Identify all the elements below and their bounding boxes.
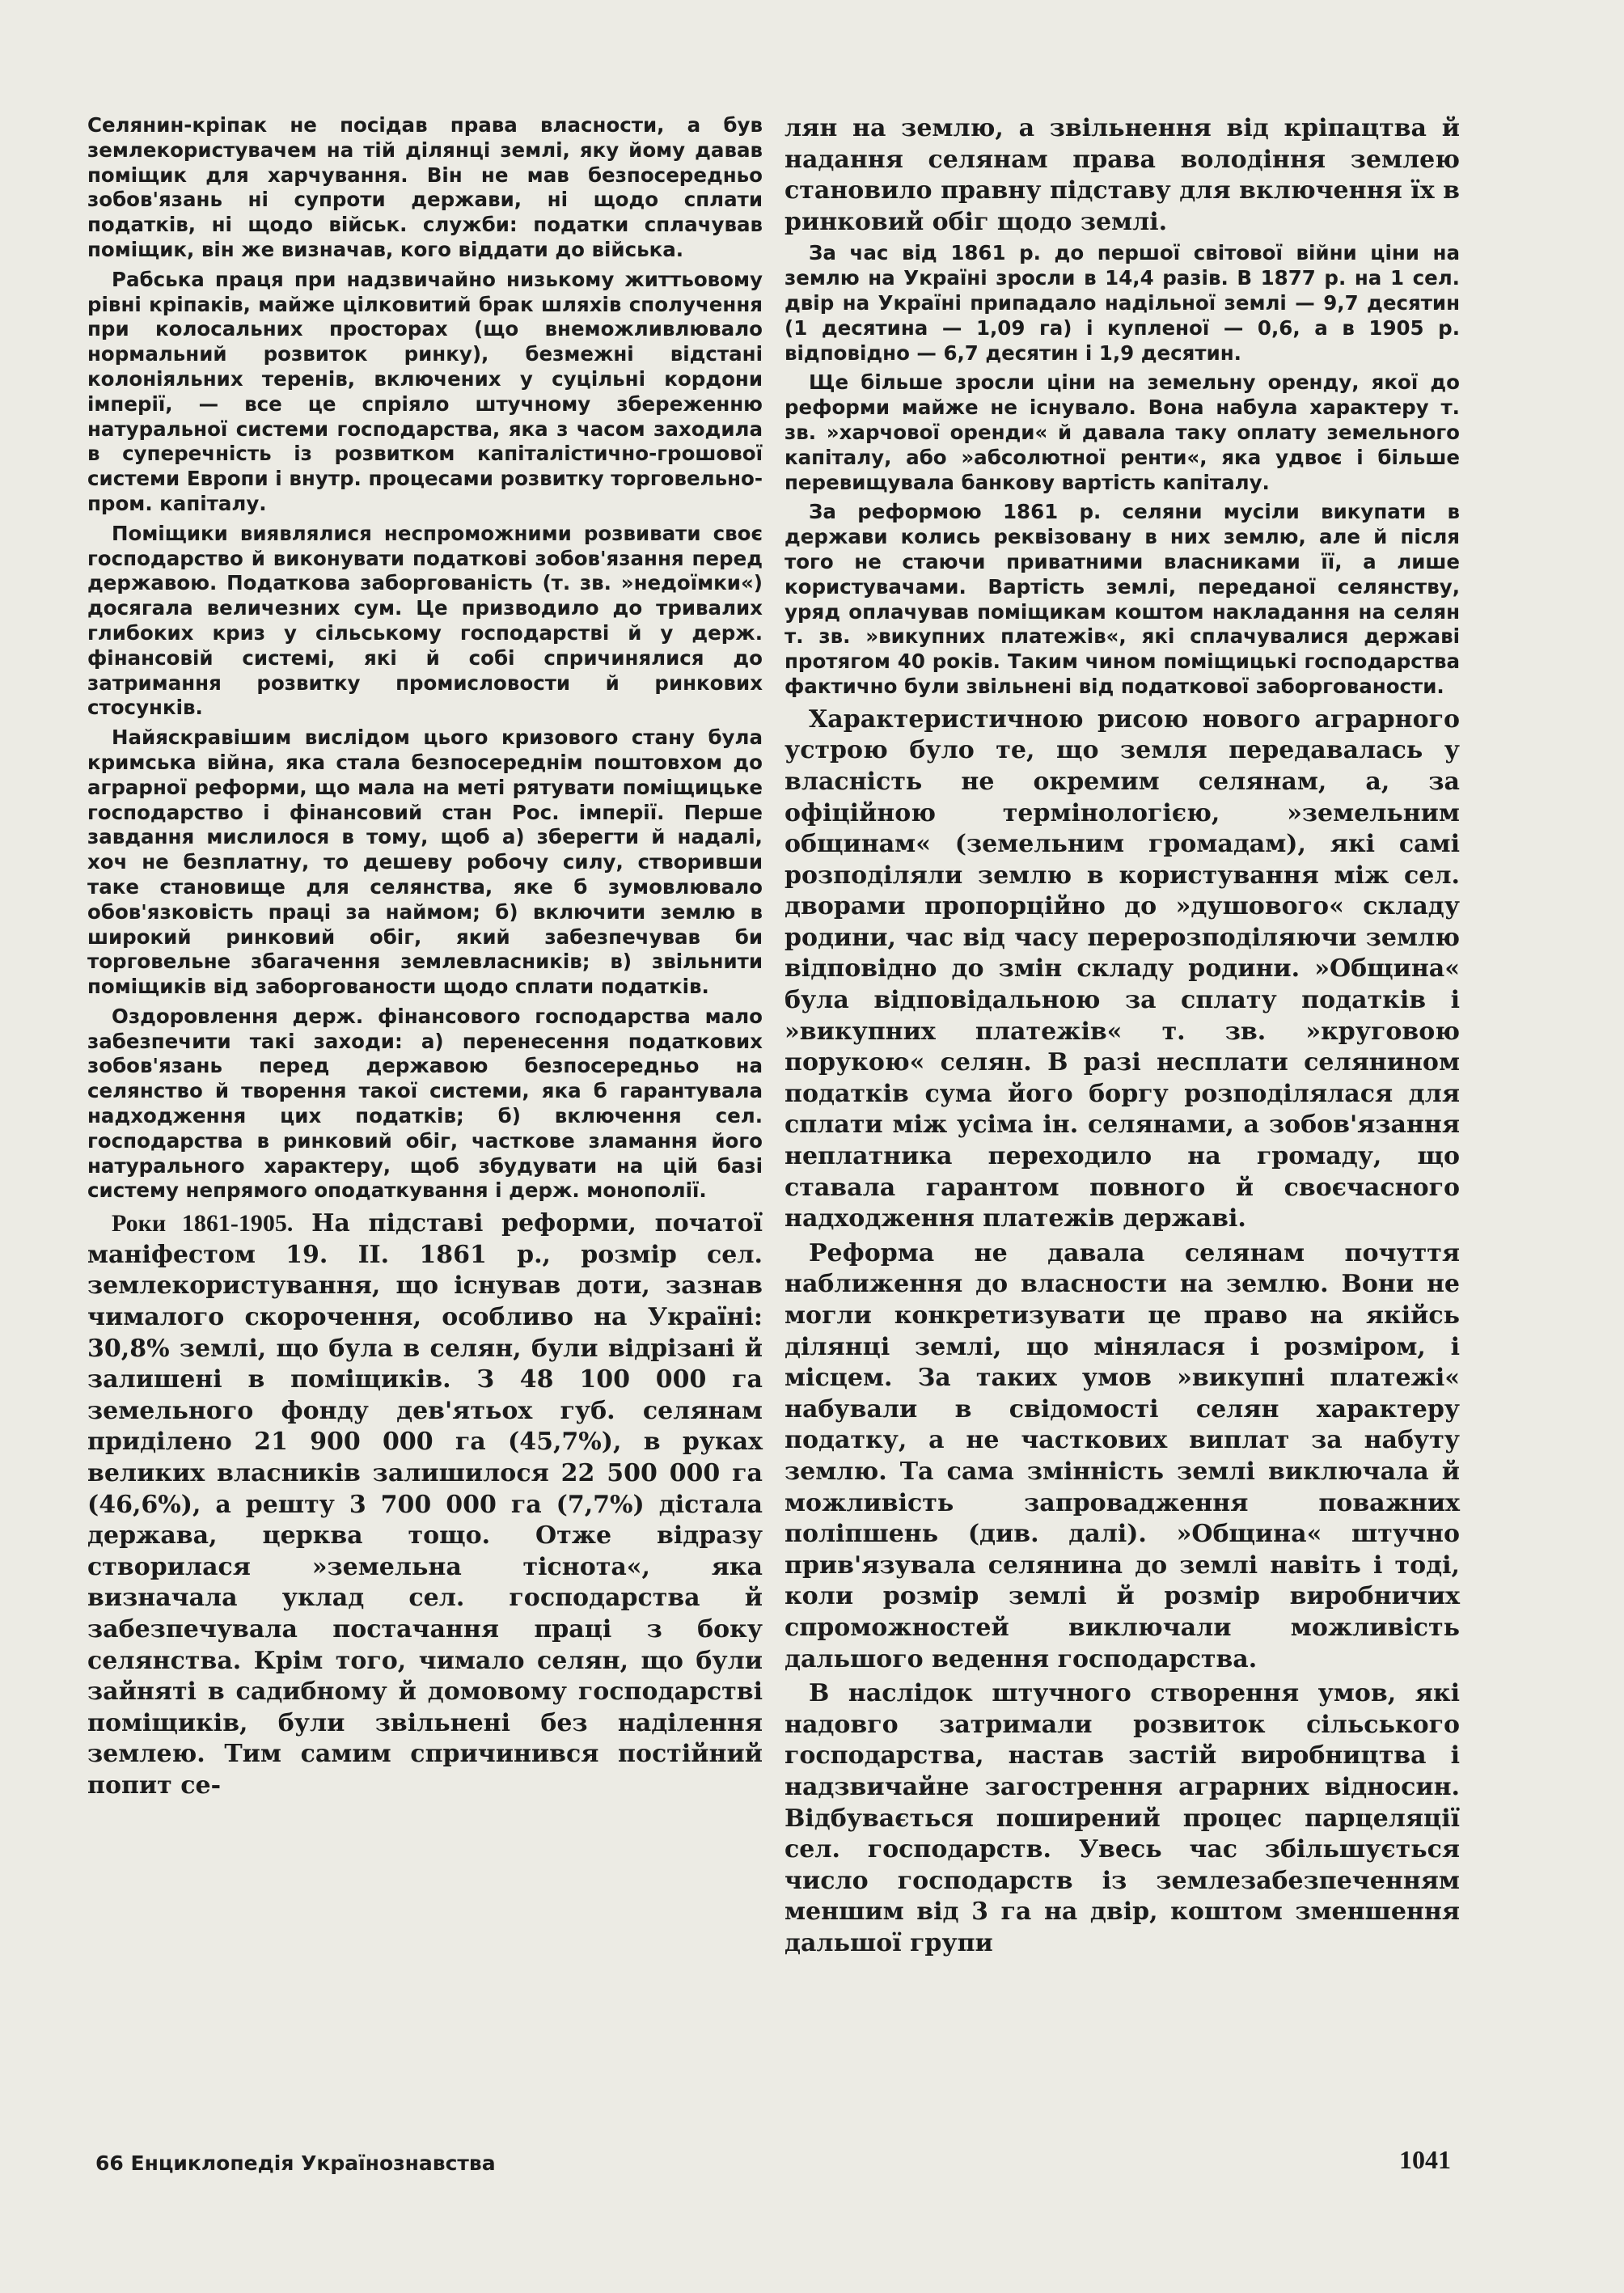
section-paragraph <box>87 1208 763 1801</box>
paragraph: Реформа не давала селянам почуття наближення до власности на землю. Вони не могли конкретизувати це право на якійсь ділянці землі, що мінялася і розміром, і місцем. За таких умов »викупні платежі« набували в свідомості селян характеру податку, а не часткових виплат за набуту землю. Та сама змінність землі виключала й можливість запровадження поважних поліпшень (див. далі). »Община« штучно прив'язувала селянина до землі навіть і тоді, коли розмір землі й розмір виробничих спроможностей виключали можливість дальшого ведення господарства. <box>785 1238 1460 1673</box>
paragraph: За час від 1861 р. до першої світової війни ціни на землю на Україні зросли в 14,4 разів. В 1877 р. на 1 сел. двір на Україні припадало надільної землі — 9,7 десятин (1 десятина — 1,09 га) і купленої — 0,6, а в 1905 р. відповідно — 6,7 десятин і 1,9 десятин. <box>785 241 1460 365</box>
paragraph: Оздоровлення держ. фінансового господарства мало забезпечити такі заходи: а) перенесення податкових зобов'язань перед державою безпосередньо на селянство й творення такої системи, яка б гарантувала надходження цих податків; б) включення сел. господарства в ринковий обіг, часткове зламання його натурального характеру, щоб збудувати на цій базі систему непрямого оподаткування і держ. монополії. <box>87 1004 763 1203</box>
left-column <box>87 113 763 1805</box>
page-number: 1041 <box>1399 2145 1451 2174</box>
paragraph: Селянин-кріпак не посідав права власности, а був землекористувачем на тій ділянці землі, яку йому давав поміщик для харчування. Він не мав безпосередньо зобов'язань ні супроти держави, ні щодо сплати податків, ні щодо військ. служби: податки сплачував поміщик, він же визначав, кого віддати до війська. <box>87 113 763 261</box>
paragraph: Рабська праця при надзвичайно низькому життьовому рівні кріпаків, майже цілковитий брак шляхів сполучення при колосальних просторах (що внеможливлювало нормальний розвиток ринку), безмежні відстані колоніяльних теренів, включених у суцільні кордони імперії, — все це спріяло штучному збереженню натуральної системи господарства, яка з часом заходила в суперечність із розвитком капіталістично-грошової системи Европи і внутр. процесами розвитку торговельно-пром. капіталу. <box>87 267 763 515</box>
paragraph: лян на землю, а звільнення від кріпацтва й надання селянам права володіння землею становило правну підставу для включення їх в ринковий обіг щодо землі. <box>785 114 1460 236</box>
paragraph: Характеристичною рисою нового аграрного устрою було те, що земля передавалась у власність не окремим селянам, а, за офіційною термінологією, »земельним общинам« (земельним громадам), які самі розподіляли землю в користування між сел. дворами пропорційно до »душового« складу родини, час від часу перерозподіляючи землю відповідно до змін складу родини. »Община« була відповідальною за сплату податків і »викупних платежів« т. зв. »круговою порукою« селян. В разі несплати селянином податків сума його боргу розподілялася для сплати між усіма ін. селянами, а зобов'язання неплатника переходило на громаду, що ставала гарантом повного й своєчасного надходження платежів державі. <box>785 704 1460 1233</box>
section-body-text: На підставі реформи, початої маніфестом 19. II. 1861 р., розмір сел. землекористування, що існував доти, зазнав чималого скорочення, особливо на Україні: 30,8% землі, що була в селян, були відрізані й залишені в поміщиків. З 48 100 000 га земельного фонду дев'ятьох губ. селянам приділено 21 900 000 га (45,7%), в руках великих власників залишилося 22 500 000 га (46,6%), а решту 3 700 000 га (7,7%) дістала держава, церква тощо. Отже відразу створилася »земельна тіснота«, яка визначала уклад сел. господарства й забезпечувала постачання праці з боку селянства. Крім того, чимало селян, що були зайняті в садибному й домовому господарстві поміщиків, були звільнені без наділення землею. Тим самим спричинився постійний попит се- <box>87 1209 763 1800</box>
paragraph: Ще більше зросли ціни на земельну оренду, якої до реформи майже не існувало. Вона набула характеру т. зв. »харчової оренди« й давала таку оплату земельного капіталу, або »абсолютної ренти«, яка удвоє і більше перевищувала банкову вартість капіталу. <box>785 370 1460 494</box>
paragraph: В наслідок штучного створення умов, які надовго затримали розвиток сільського господарства, настав застій виробництва і надзвичайне загострення аграрних відносин. Відбувається поширений процес парцеляції сел. господарств. Увесь час збільшується число господарств із землезабезпеченням меншим від 3 га на двір, коштом зменшення дальшої групи <box>785 1679 1460 1957</box>
paragraph: За реформою 1861 р. селяни мусіли викупати в держави колись реквізовану в них землю, але й після того не стаючи приватними власниками її, а лише користувачами. Вартість землі, переданої селянству, уряд оплачував поміщикам коштом накладання на селян т. зв. »викупних платежів«, які сплачувалися державі протягом 40 років. Таким чином поміщицькі господарства фактично були звільнені від податкової заборгованости. <box>785 500 1460 698</box>
footer-signature: 66 Енциклопедія Українознавства <box>95 2151 496 2175</box>
paragraph: Найяскравішим вислідом цього кризового стану була кримська війна, яка стала безпосереднім поштовхом до аграрної реформи, що мала на меті рятувати поміщицьке господарство і фінансовий стан Рос. імперії. Перше завдання мислилося в тому, щоб а) зберегти й надалі, хоч не безплатну, то дешеву робочу силу, створивши таке становище для селянства, яке б зумовлювало обов'язковість праці за наймом; б) включити землю в широкий ринковий обіг, який забезпечував би торговельне збагачення землевласників; в) звільнити поміщиків від заборгованости щодо сплати податків. <box>87 726 763 999</box>
paragraph: Поміщики виявлялися неспроможними розвивати своє господарство й виконувати податкові зобов'язання перед державою. Податкова заборгованість (т. зв. »недоїмки«) досягала величезних сум. Це призводило до тривалих глибоких криз у сільському господарстві й у держ. фінансовій системі, які й собі спричинялися до затримання розвитку промисловости й ринкових стосунків. <box>87 521 763 720</box>
section-run-in-heading: Роки 1861-1905. <box>112 1210 294 1237</box>
right-column <box>785 113 1460 1962</box>
